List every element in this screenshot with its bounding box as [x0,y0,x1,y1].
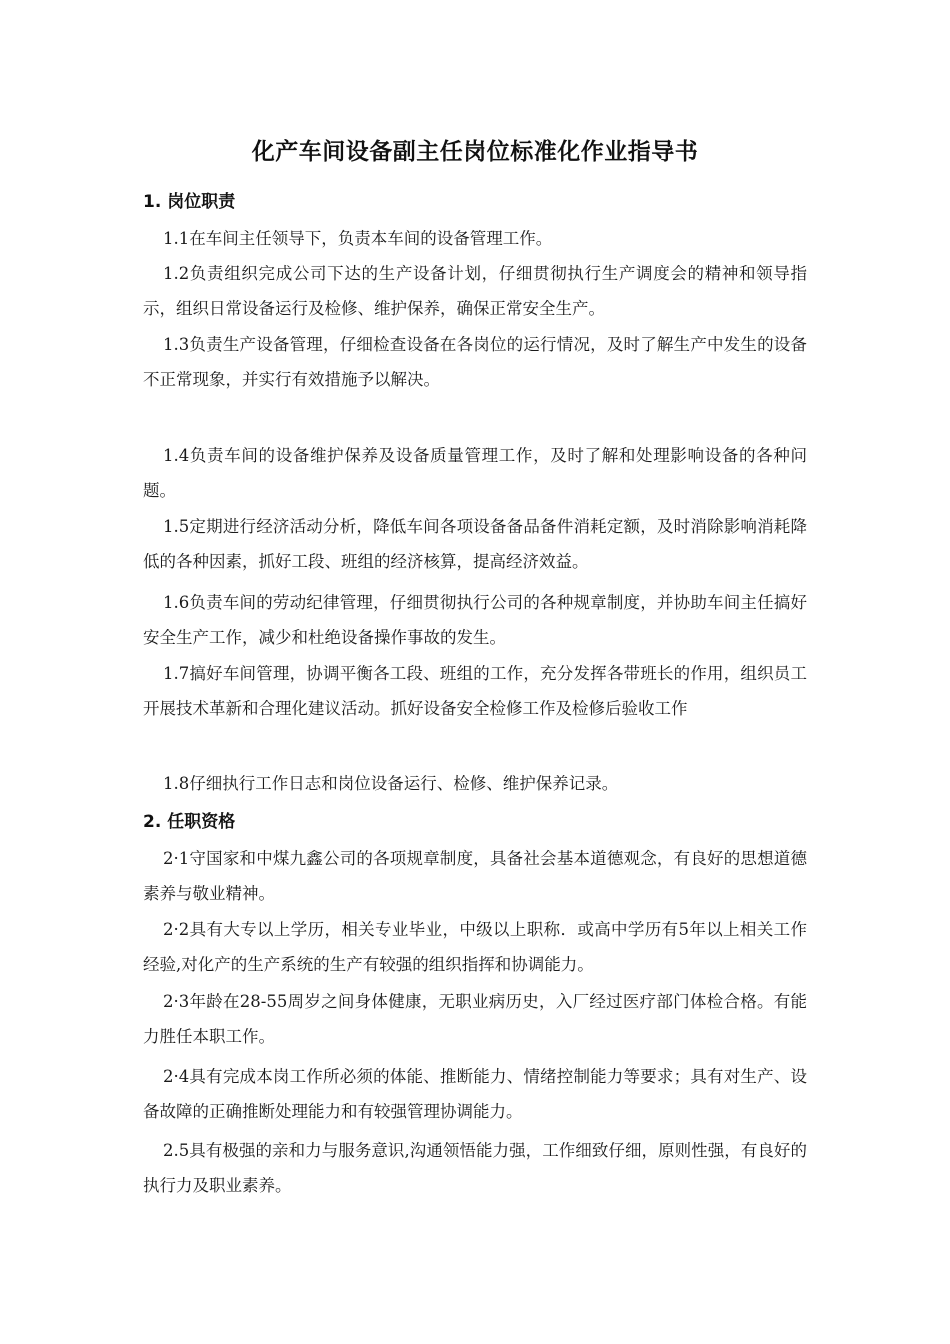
duty-item-1-7: 1.7搞好车间管理，协调平衡各工段、班组的工作，充分发挥各带班长的作用，组织员工开展技术革新和合理化建议活动。抓好设备安全检修工作及检修后验收工作 [143,664,807,718]
qualification-item-2-3: 2·3年龄在28-55周岁之间身体健康，无职业病历史，入厂经过医疗部门体检合格。有能力胜任本职工作。 [143,992,807,1046]
duty-item-1-5: 1.5定期进行经济活动分析，降低车间各项设备备品备件消耗定额，及时消除影响消耗降低的各种因素，抓好工段、班组的经济核算，提高经济效益。 [143,517,807,571]
duty-item-1-2: 1.2负责组织完成公司下达的生产设备计划，仔细贯彻执行生产调度会的精神和领导指示，组织日常设备运行及检修、维护保养，确保正常安全生产。 [143,264,807,318]
qualification-item-2-5: 2.5具有极强的亲和力与服务意识,沟通领悟能力强，工作细致仔细，原则性强，有良好的执行力及职业素养。 [143,1141,807,1195]
duty-item-1-3: 1.3负责生产设备管理，仔细检查设备在各岗位的运行情况，及时了解生产中发生的设备不正常现象，并实行有效措施予以解决。 [143,335,807,389]
qualification-item-2-1: 2·1守国家和中煤九鑫公司的各项规章制度，具备社会基本道德观念，有良好的思想道德素养与敬业精神。 [143,849,807,903]
qualification-item-2-4: 2·4具有完成本岗工作所必须的体能、推断能力、情绪控制能力等要求；具有对生产、设备故障的正确推断处理能力和有较强管理协调能力。 [143,1067,807,1121]
section-heading-duties: 1. 岗位职责 [143,192,236,212]
duty-item-1-8: 1.8仔细执行工作日志和岗位设备运行、检修、维护保养记录。 [163,774,619,793]
section-heading-qualifications: 2. 任职资格 [143,812,236,832]
duty-item-1-4: 1.4负责车间的设备维护保养及设备质量管理工作，及时了解和处理影响设备的各种问题。 [143,446,807,500]
qualification-item-2-2: 2·2具有大专以上学历，相关专业毕业，中级以上职称．或高中学历有5年以上相关工作经验,对化产的生产系统的生产有较强的组织指挥和协调能力。 [143,920,807,974]
document-title: 化产车间设备副主任岗位标准化作业指导书 [251,139,699,165]
duty-item-1-6: 1.6负责车间的劳动纪律管理，仔细贯彻执行公司的各种规章制度，并协助车间主任搞好安全生产工作，减少和杜绝设备操作事故的发生。 [143,593,807,647]
duty-item-1-1: 1.1在车间主任领导下，负责本车间的设备管理工作。 [163,229,553,248]
